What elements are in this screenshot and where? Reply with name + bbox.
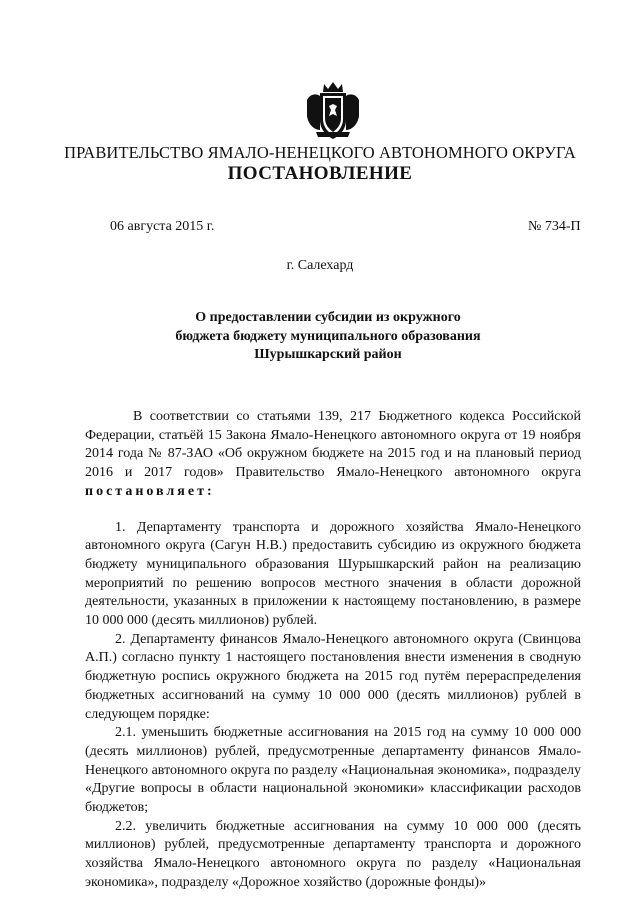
subject-line: бюджета бюджету муниципального образования: [175, 328, 481, 344]
document-city: г. Салехард: [286, 258, 354, 273]
subject-line: О предоставлении субсидии из окружного: [195, 310, 461, 325]
coat-of-arms-icon: [302, 80, 364, 142]
paragraph-2: 2. Департаменту финансов Ямало-Ненецкого автономного округа (Свинцова А.П.) согласно пункту 1 настоящего постановления внести изменения в сводную бюджетную роспись окружного бюджета на 2015 год путём перераспределения бюджетных ассигнований на сумму 10 000 000 (десять миллионов) рублей в следующем порядке:: [85, 631, 581, 722]
resolves-keyword: постановляет:: [85, 483, 215, 499]
paragraph-2-2: 2.2. увеличить бюджетные ассигнования на сумму 10 000 000 (десять миллионов) рублей, предусмотренные департаменту транспорта и дорожного хозяйства Ямало-Ненецкого автономного округа по разделу «Национальная экономика», подразделу «Дорожное хозяйство (дорожные фонды)»: [85, 818, 581, 890]
document-number: № 734-П: [528, 219, 581, 234]
government-title: ПРАВИТЕЛЬСТВО ЯМАЛО-НЕНЕЦКОГО АВТОНОМНОГО ОКРУГА: [64, 143, 576, 162]
paragraph-2-1: 2.1. уменьшить бюджетные ассигнования на 2015 год на сумму 10 000 000 (десять миллионов) рублей, предусмотренные департаменту финансов Ямало-Ненецкого автономного округа по разделу «Национальная экономика», подразделу «Другие вопросы в области национальной экономики» классификации расходов бюджетов;: [85, 725, 581, 816]
preamble-text: В соответствии со статьями 139, 217 Бюджетного кодекса Российской Федерации, статьёй 15 Закона Ямало-Ненецкого автономного округа от 19 ноября 2014 года № 87-ЗАО «Об окружном бюджете на 2015 год и на плановый период 2016 и 2017 годов» Правительство Ямало-Ненецкого автономного округа: [85, 409, 581, 481]
document-date: 06 августа 2015 г.: [110, 219, 215, 234]
document-type: ПОСТАНОВЛЕНИЕ: [227, 163, 413, 184]
document-body: [85, 408, 581, 893]
preamble-paragraph: [85, 408, 581, 502]
document-subject: [120, 309, 536, 365]
paragraph-1: 1. Департаменту транспорта и дорожного хозяйства Ямало-Ненецкого автономного округа (Сагун Н.В.) предоставить субсидию из окружного бюджета бюджету муниципального образования Шурышкарский район на реализацию мероприятий по решению вопросов местного значения в области дорожной деятельности, указанных в приложении к настоящему постановлению, в размере 10 000 000 (десять миллионов) рублей.: [85, 519, 581, 629]
subject-line: Шурышкарский район: [254, 347, 402, 362]
